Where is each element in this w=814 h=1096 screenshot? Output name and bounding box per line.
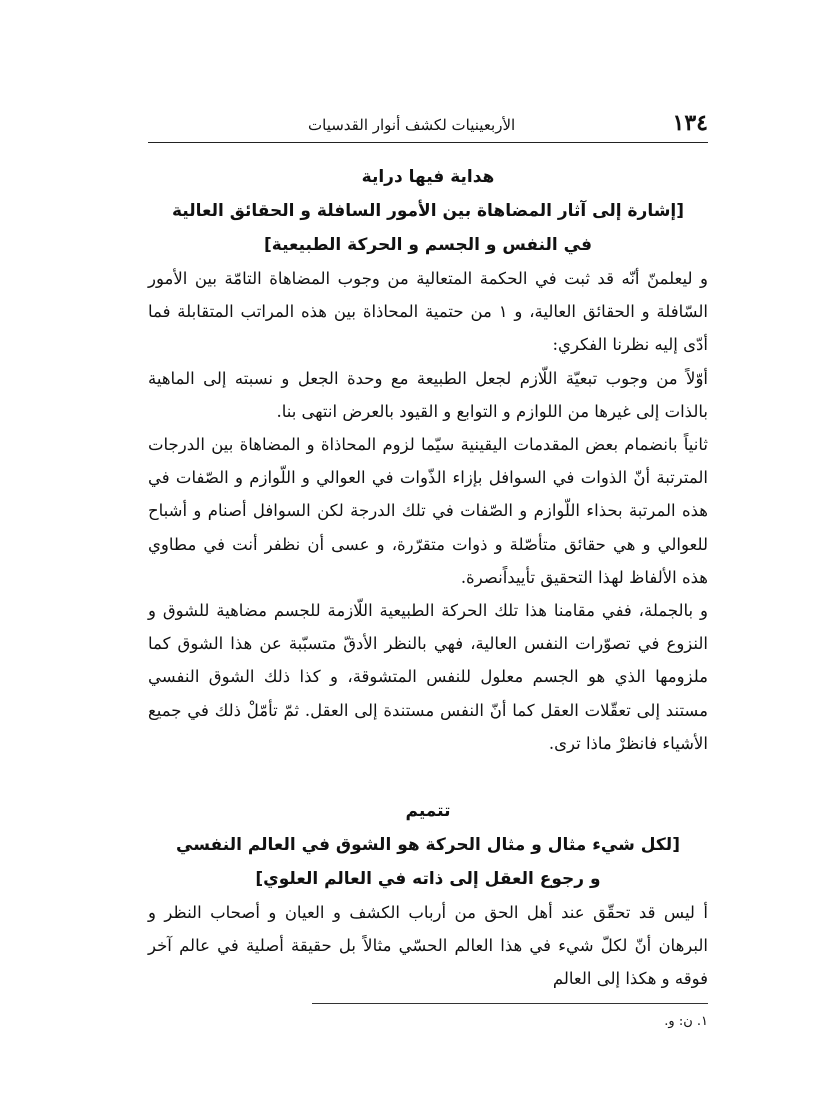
paragraph: و ليعلمنّ أنّه قد ثبت في الحكمة المتعالية من وجوب المضاهاة التامّة بين الأمور السّافلة و الحقائق العالية، و ١ من حتمية المحاذاة بين هذه المراتب المتقابلة فما أدّى إليه نظرنا الفكري: xyxy=(148,269,709,355)
section-2-subtitle-line-2: و رجوع العقل إلى ذاته في العالم العلوي] xyxy=(255,869,601,890)
paragraph: أ ليس قد تحقّق عند أهل الحق من أرباب الكشف و العيان و أصحاب النظر و البرهان أنّ لكلّ شيء في هذا العالم الحسّي مثالاً بل حقيقة أصلية في عالم آخر فوقه و هكذا إلى العالم xyxy=(148,903,708,989)
page-content xyxy=(148,160,708,996)
page-header xyxy=(148,112,708,142)
section-1-subtitle-line-2: في النفس و الجسم و الحركة الطبيعية] xyxy=(264,235,592,255)
section-1-subtitle-line-1: [إشارة إلى آثار المضاهاة بين الأمور السافلة و الحقائق العالية xyxy=(171,201,685,221)
section-2-subtitle-line-1: [لكل شيء مثال و مثال الحركة هو الشوق في العالم النفسي xyxy=(176,835,680,856)
section-2-title: تتميم xyxy=(405,801,451,822)
paragraph: ثانياً بانضمام بعض المقدمات اليقينية سيّما لزوم المحاذاة و المضاهاة بين الدرجات المترتبة أنّ الذوات في السوافل بإزاء الذّوات في العوالي و اللّوازم و الصّفات في هذه المرتبة بحذاء اللّوازم و الصّفات في تلك الدرجة لكن السوافل أصنام و أشباح للعوالي و هي حقائق متأصّلة و ذوات متقرّرة، و عسى أن نظفر أنت في مطاوي هذه الألفاظ لهذا التحقيق تأييداًنصرة. xyxy=(148,435,708,587)
paragraph: أوّلاً من وجوب تبعيّة اللّازم لجعل الطبيعة مع وحدة الجعل و نسبته إلى الماهية بالذات إلى غيرها من اللوازم و التوابع و القيود بالعرض انتهى بنا. xyxy=(148,368,708,421)
footnote-rule xyxy=(312,1003,708,1004)
running-title: الأربعينيات لكشف أنوار القدسيات xyxy=(308,116,516,134)
page-number: ١٣٤ xyxy=(672,110,708,136)
section-spacer xyxy=(148,760,708,794)
footnote: ١. ن: و. xyxy=(664,1014,708,1029)
header-rule xyxy=(148,142,708,143)
paragraph: و بالجملة، ففي مقامنا هذا تلك الحركة الطبيعية اللّازمة للجسم مضاهية للشوق و النزوع في تصوّرات النفس العالية، فهي بالنظر الأدقّ متسبّبة عن هذا الشوق كما ملزومها الذي هو الجسم معلول للنفس المتشوقة، و كذا ذلك الشوق النفسي مستند إلى تعقّلات العقل كما أنّ النفس مستندة إلى العقل. ثمّ تأمّلْ ذلك في جميع الأشياء فانظرْ ماذا ترى. xyxy=(148,601,708,753)
section-1-title: هداية فيها دراية xyxy=(361,167,495,187)
